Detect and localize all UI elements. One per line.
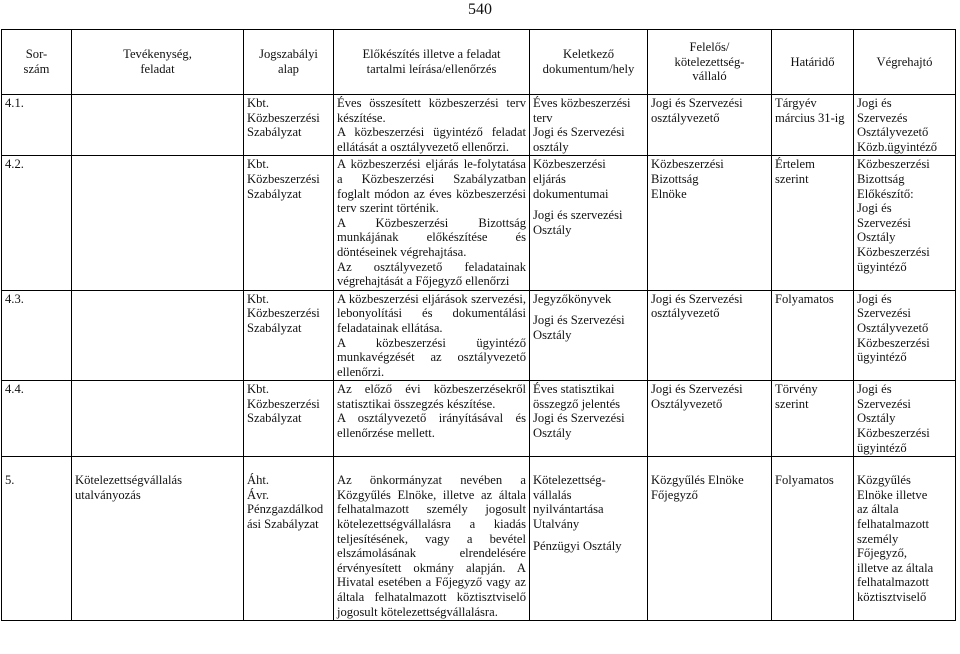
description-paragraph: A Közbeszerzési Bizottság munkájának előkészítése és döntéseinek végrehajtása. — [337, 215, 526, 259]
deadline-cell: Törvény szerint — [772, 381, 854, 457]
legal-basis-cell: Kbt. Közbeszerzési Szabályzat — [244, 95, 334, 156]
responsible-cell: Közgyűlés Elnöke Főjegyző — [648, 457, 772, 621]
legal-basis-cell: Áht. Ávr. Pénzgazdálkod ási Szabályzat — [244, 457, 334, 621]
procedure-table — [1, 29, 956, 621]
header-tevekenyseg: Tevékenység, feladat — [72, 30, 244, 95]
row-number: 5. — [2, 457, 72, 621]
row-number: 4.4. — [2, 381, 72, 457]
description-paragraph: A közbeszerzési ügyintéző munkavégzését az osztályvezető ellenőrzi. — [337, 335, 526, 379]
description-paragraph: Az osztályvezető feladatainak végrehajtását a Főjegyző ellenőrzi — [337, 259, 526, 289]
document-cell — [530, 290, 648, 381]
description-paragraph: Az önkormányzat nevében a Közgyűlés Elnöke, illetve az általa felhatalmazott személy jogosult kötelezettségvállalásra a kiadás teljesítésének, vagy a bevétel elszámolásának elrendelésére érvényesített okmány alapján. A Hivatal esetében a Főjegyző vagy az általa felhatalmazott köztisztviselő jogosult kötelezettségvállalásra. — [337, 473, 526, 619]
table-row — [2, 381, 956, 457]
header-jogszabalyi-alap: Jogszabályi alap — [244, 30, 334, 95]
table-row — [2, 290, 956, 381]
description-paragraph: Az előző évi közbeszerzésekről statisztikai összegzés készítése. — [337, 382, 526, 411]
responsible-cell: Jogi és Szervezési Osztályvezető — [648, 381, 772, 457]
description-cell — [334, 95, 530, 156]
row-number: 4.1. — [2, 95, 72, 156]
document-cell: Éves közbeszerzési terv Jogi és Szervezési osztály — [530, 95, 648, 156]
description-cell — [334, 156, 530, 290]
header-sorszam: Sor- szám — [2, 30, 72, 95]
description-paragraph: Éves összesített közbeszerzési terv készítése. — [337, 96, 526, 125]
document-location: Jogi és szervezési Osztály — [533, 208, 623, 237]
deadline-cell: Értelem szerint — [772, 156, 854, 290]
header-hatarido: Határidő — [772, 30, 854, 95]
document-item: Közbeszerzési eljárás dokumentumai — [533, 157, 609, 201]
deadline-cell: Folyamatos — [772, 457, 854, 621]
executor-cell: Jogi és Szervezési Osztályvezető Közbeszerzési ügyintéző — [854, 290, 956, 381]
table-row — [2, 95, 956, 156]
description-cell — [334, 457, 530, 621]
table-row — [2, 156, 956, 290]
responsible-cell: Jogi és Szervezési osztályvezető — [648, 95, 772, 156]
description-cell — [334, 381, 530, 457]
document-cell: Éves statisztikai összegző jelentés Jogi és Szervezési Osztály — [530, 381, 648, 457]
deadline-cell: Tárgyév március 31-ig — [772, 95, 854, 156]
document-location: Pénzügyi Osztály — [533, 538, 622, 553]
description-paragraph: A közbeszerzési eljárások szervezési, lebonyolítási és dokumentálási feladatainak ellátása. — [337, 291, 526, 335]
header-keletkezo-dokumentum: Keletkező dokumentum/hely — [530, 30, 648, 95]
legal-basis-cell: Kbt. Közbeszerzési Szabályzat — [244, 290, 334, 381]
document-item: Jegyzőkönyvek — [533, 291, 612, 306]
header-felelos: Felelős/ kötelezettség- vállaló — [648, 30, 772, 95]
description-paragraph: A osztályvezető irányításával és ellenőrzése mellett. — [337, 411, 526, 441]
responsible-cell: Jogi és Szervezési osztályvezető — [648, 290, 772, 381]
task-cell — [72, 381, 244, 457]
row-number: 4.2. — [2, 156, 72, 290]
table-header-row — [2, 30, 956, 95]
task-cell — [72, 290, 244, 381]
task-cell: Kötelezettségvállalás utalványozás — [72, 457, 244, 621]
description-cell — [334, 290, 530, 381]
deadline-cell: Folyamatos — [772, 290, 854, 381]
legal-basis-cell: Kbt. Közbeszerzési Szabályzat — [244, 156, 334, 290]
description-paragraph: A közbeszerzési ügyintéző feladat ellátását a osztályvezető ellenőrzi. — [337, 125, 526, 154]
task-cell — [72, 156, 244, 290]
executor-cell: Jogi és Szervezés Osztályvezető Közb.ügyintéző — [854, 95, 956, 156]
legal-basis-cell: Kbt. Közbeszerzési Szabályzat — [244, 381, 334, 457]
responsible-cell: Közbeszerzési Bizottság Elnöke — [648, 156, 772, 290]
task-cell — [72, 95, 244, 156]
executor-cell: Közgyűlés Elnöke illetve az általa felhatalmazott személy Főjegyző, illetve az általa felhatalmazott köztisztviselő — [854, 457, 956, 621]
page-number: 540 — [468, 1, 492, 18]
document-item: Kötelezettség- vállalás nyilvántartása Utalvány — [533, 473, 606, 532]
document-cell — [530, 457, 648, 621]
header-elokeszites: Előkészítés illetve a feladat tartalmi leírása/ellenőrzés — [334, 30, 530, 95]
header-vegrehajto: Végrehajtó — [854, 30, 956, 95]
table-row — [2, 457, 956, 621]
document-location: Jogi és Szervezési Osztály — [533, 313, 625, 342]
description-paragraph: A közbeszerzési eljárás le-folytatása a Közbeszerzési Szabályzatban foglalt módon az éves közbeszerzési terv szerint történik. — [337, 157, 526, 216]
row-number: 4.3. — [2, 290, 72, 381]
executor-cell: Közbeszerzési Bizottság Előkészítő: Jogi és Szervezési Osztály Közbeszerzési ügyintéző — [854, 156, 956, 290]
document-cell — [530, 156, 648, 290]
executor-cell: Jogi és Szervezési Osztály Közbeszerzési ügyintéző — [854, 381, 956, 457]
